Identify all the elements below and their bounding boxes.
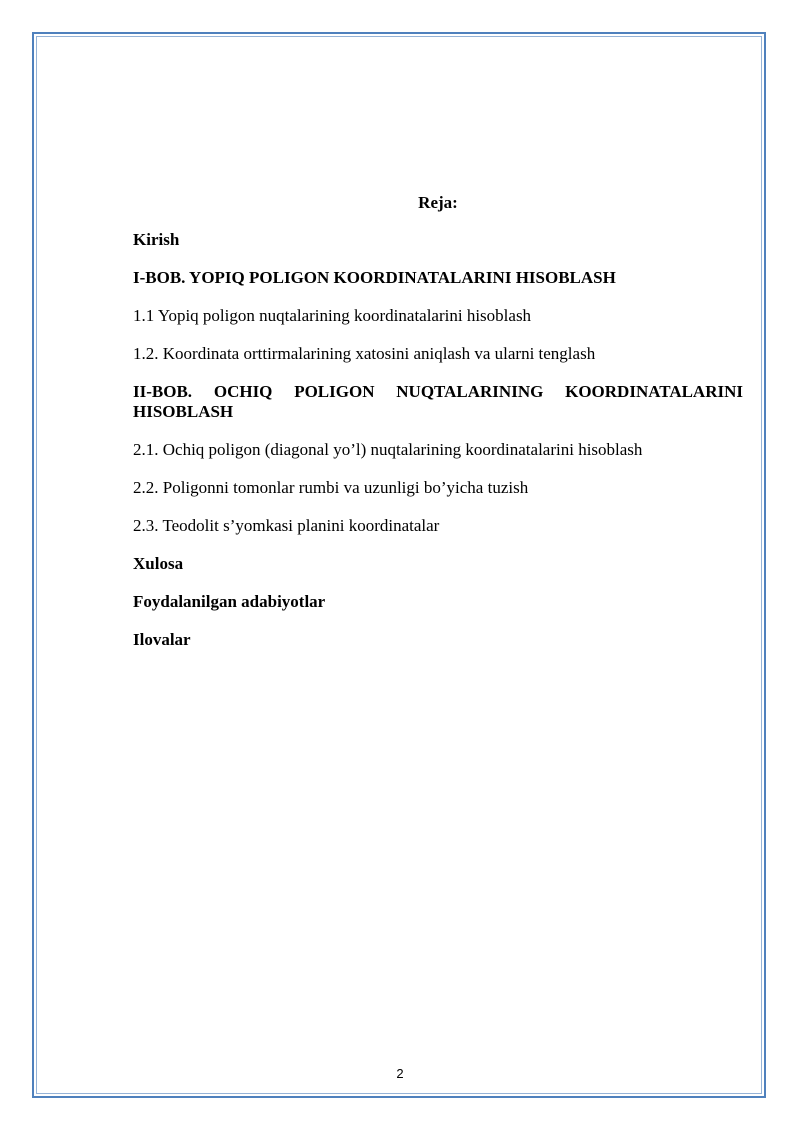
toc-item-references: Foydalanilgan adabiyotlar: [133, 592, 326, 611]
toc-item-chapter-2: II-BOB. OCHIQ POLIGON NUQTALARINING KOORDINATALARINI HISOBLASH: [133, 382, 743, 421]
toc-item-conclusion: Xulosa: [133, 554, 184, 573]
toc-title: Reja:: [418, 193, 458, 212]
toc-item-appendices: Ilovalar: [133, 630, 191, 649]
toc-item-chapter-1: I-BOB. YOPIQ POLIGON KOORDINATALARINI HISOBLASH: [133, 268, 616, 287]
toc-item-section-1-2: 1.2. Koordinata orttirmalarining xatosini aniqlash va ularni tenglash: [133, 344, 596, 363]
toc-item-introduction: Kirish: [133, 230, 180, 249]
toc-item-section-2-1: 2.1. Ochiq poligon (diagonal yo’l) nuqtalarining koordinatalarini hisoblash: [133, 440, 643, 459]
table-of-contents: [133, 192, 743, 668]
toc-item-section-1-1: 1.1 Yopiq poligon nuqtalarining koordinatalarini hisoblash: [133, 306, 532, 325]
page-number: 2: [396, 1066, 404, 1081]
toc-item-section-2-3: 2.3. Teodolit s’yomkasi planini koordinatalar: [133, 516, 440, 535]
toc-item-section-2-2: 2.2. Poligonni tomonlar rumbi va uzunligi bo’yicha tuzish: [133, 478, 529, 497]
